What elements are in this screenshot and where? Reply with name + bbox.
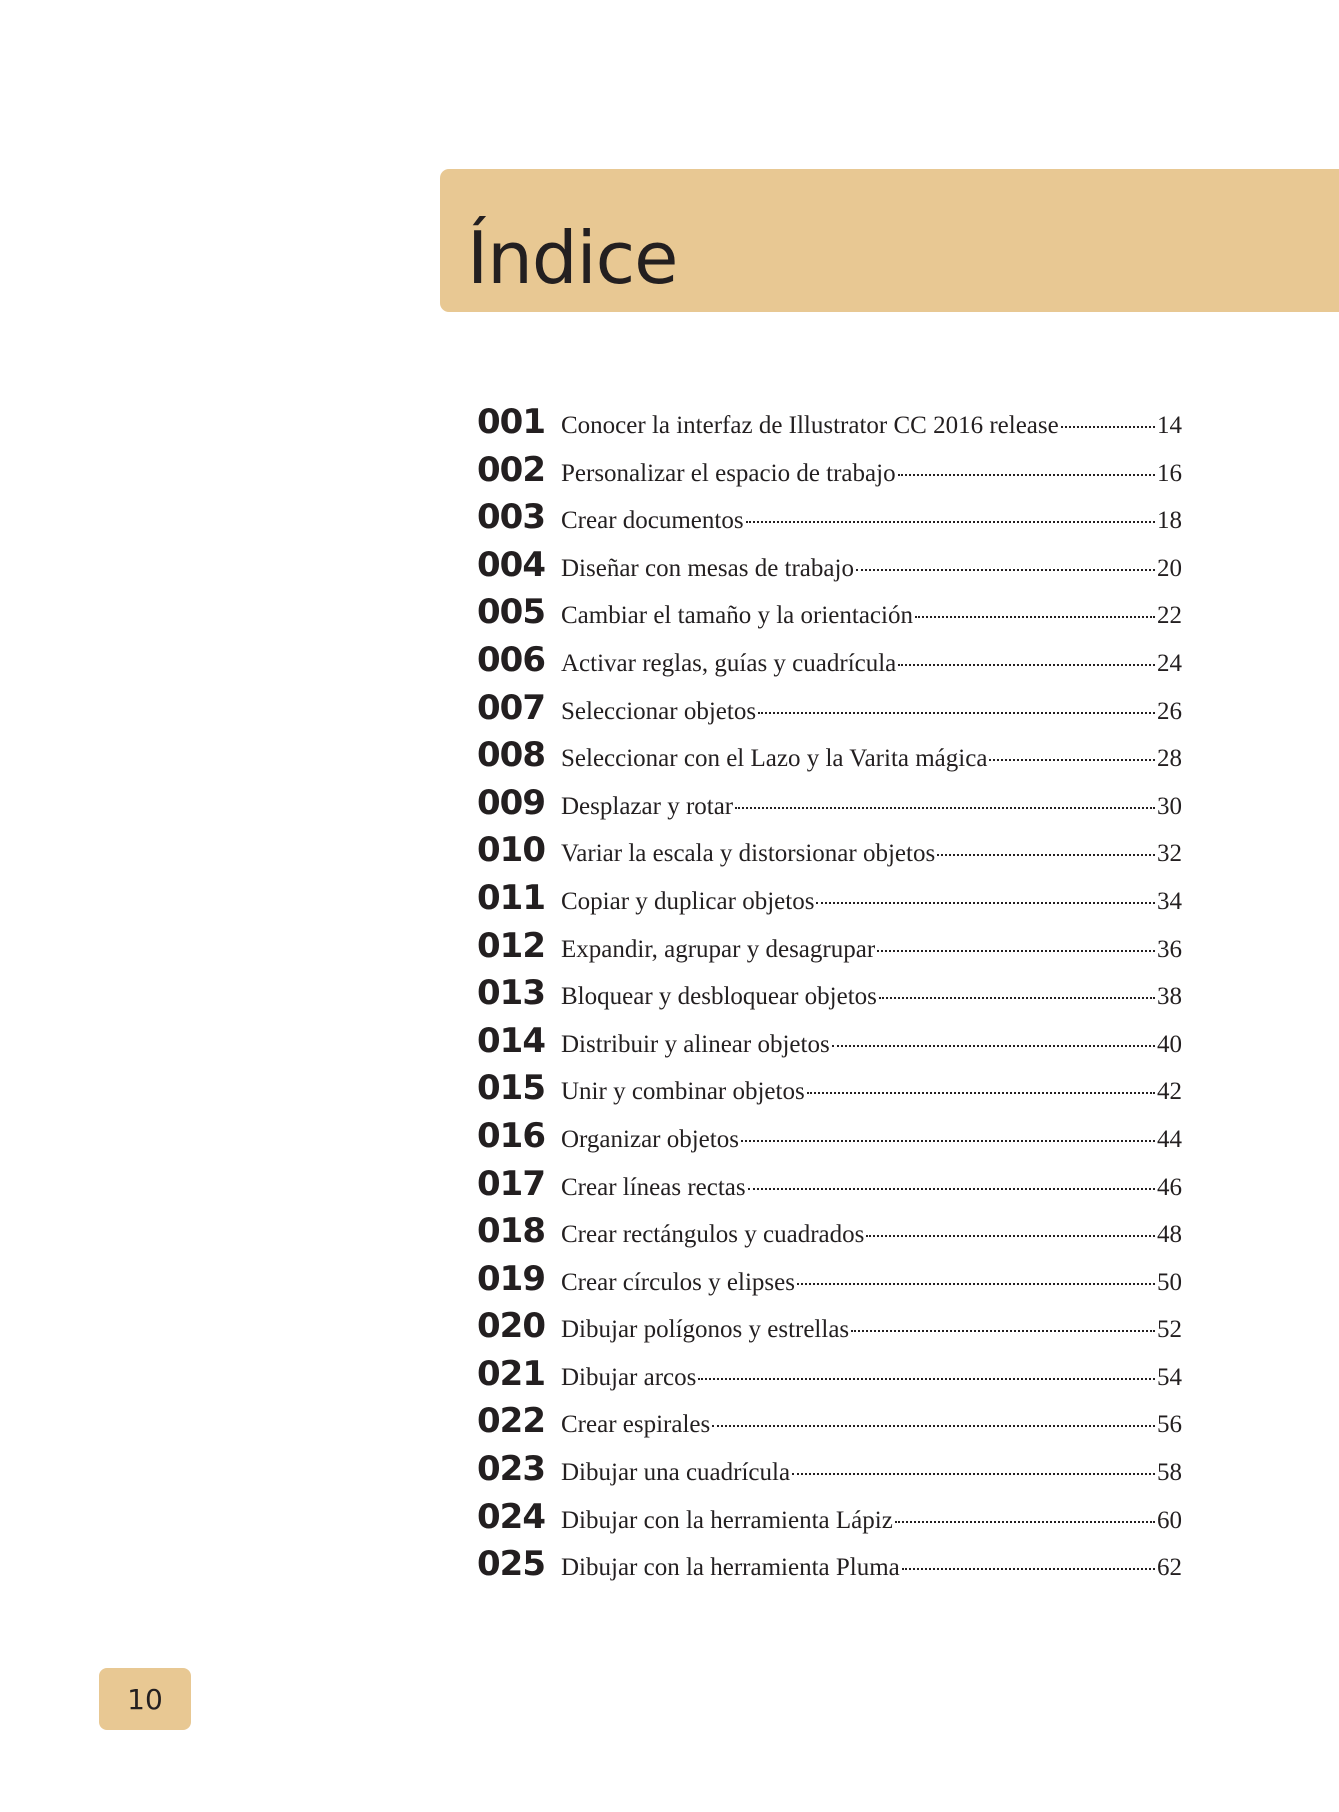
toc-entry-title: Variar la escala y distorsionar objetos xyxy=(561,840,936,868)
toc-entry-number: 012 xyxy=(477,925,545,966)
toc-entry-title: Dibujar polígonos y estrellas xyxy=(561,1316,850,1344)
toc-entry-number: 020 xyxy=(477,1306,545,1347)
toc-entry[interactable] xyxy=(477,1068,1182,1116)
toc-entry-title: Distribuir y alinear objetos xyxy=(561,1030,830,1058)
toc-dot-leader xyxy=(807,1092,1155,1094)
toc-dot-leader xyxy=(816,902,1155,904)
toc-dot-leader xyxy=(877,950,1155,952)
toc-entry-title: Dibujar con la herramienta Lápiz xyxy=(561,1506,893,1534)
toc-entry-title: Cambiar el tamaño y la orientación xyxy=(561,602,913,630)
toc-dot-leader xyxy=(898,474,1155,476)
toc-entry[interactable] xyxy=(477,688,1182,736)
toc-entry-number: 015 xyxy=(477,1068,545,1109)
page-title: Índice xyxy=(467,216,678,300)
toc-dot-leader xyxy=(902,1568,1155,1570)
toc-entry-page: 16 xyxy=(1157,459,1182,487)
toc-dot-leader xyxy=(989,759,1155,761)
toc-dot-leader xyxy=(898,664,1155,666)
toc-dot-leader xyxy=(851,1330,1155,1332)
toc-dot-leader xyxy=(879,997,1155,999)
toc-entry-page: 52 xyxy=(1157,1316,1182,1344)
toc-entry-page: 44 xyxy=(1157,1125,1182,1153)
toc-entry-title: Crear líneas rectas xyxy=(561,1173,746,1201)
toc-entry-page: 28 xyxy=(1157,745,1182,773)
toc-entry-page: 14 xyxy=(1157,412,1182,439)
toc-entry-page: 18 xyxy=(1157,507,1182,535)
toc-entry-number: 016 xyxy=(477,1115,545,1156)
toc-entry-title: Crear círculos y elipses xyxy=(561,1268,795,1296)
page-number: 10 xyxy=(127,1682,163,1716)
toc-entry[interactable] xyxy=(477,402,1182,450)
toc-entry-number: 009 xyxy=(477,782,545,823)
toc-entry-page: 62 xyxy=(1157,1554,1182,1582)
toc-entry-number: 007 xyxy=(477,687,545,728)
toc-entry-title: Seleccionar con el Lazo y la Varita mágica xyxy=(561,745,988,773)
toc-dot-leader xyxy=(712,1425,1155,1427)
toc-entry[interactable] xyxy=(477,1116,1182,1164)
toc-entry-title: Activar reglas, guías y cuadrícula xyxy=(561,649,897,677)
toc-entry-page: 56 xyxy=(1157,1411,1182,1439)
toc-entry-page: 26 xyxy=(1157,697,1182,725)
toc-entry-title: Expandir, agrupar y desagrupar xyxy=(561,935,876,963)
toc-entry[interactable] xyxy=(477,1306,1182,1354)
toc-dot-leader xyxy=(915,616,1155,618)
toc-entry-title: Personalizar el espacio de trabajo xyxy=(561,459,896,487)
toc-entry-title: Diseñar con mesas de trabajo xyxy=(561,554,854,582)
toc-dot-leader xyxy=(895,1521,1155,1523)
toc-entry-title: Seleccionar objetos xyxy=(561,697,757,725)
toc-entry[interactable] xyxy=(477,545,1182,593)
toc-entry-page: 48 xyxy=(1157,1221,1182,1249)
toc-entry[interactable] xyxy=(477,1449,1182,1497)
toc-dot-leader xyxy=(746,521,1155,523)
toc-entry-number: 018 xyxy=(477,1211,545,1252)
toc-entry-title: Desplazar y rotar xyxy=(561,792,734,820)
toc-entry-page: 60 xyxy=(1157,1506,1182,1534)
toc-entry[interactable] xyxy=(477,735,1182,783)
toc-entry[interactable] xyxy=(477,1259,1182,1307)
toc-entry-title: Organizar objetos xyxy=(561,1125,739,1153)
toc-entry-title: Unir y combinar objetos xyxy=(561,1078,805,1106)
toc-entry[interactable] xyxy=(477,783,1182,831)
toc-entry[interactable] xyxy=(477,1164,1182,1212)
toc-entry-title: Crear rectángulos y cuadrados xyxy=(561,1221,865,1249)
toc-dot-leader xyxy=(797,1283,1155,1285)
toc-dot-leader xyxy=(1061,426,1155,428)
toc-entry-number: 004 xyxy=(477,544,545,585)
toc-dot-leader xyxy=(792,1473,1155,1475)
toc-entry-number: 024 xyxy=(477,1496,545,1537)
toc-entry-page: 30 xyxy=(1157,792,1182,820)
toc-entry-page: 42 xyxy=(1157,1078,1182,1106)
toc-entry[interactable] xyxy=(477,1544,1182,1592)
toc-entry-page: 36 xyxy=(1157,935,1182,963)
toc-entry[interactable] xyxy=(477,926,1182,974)
toc-dot-leader xyxy=(758,712,1155,714)
toc-entry-number: 021 xyxy=(477,1353,545,1394)
toc-entry-title: Dibujar una cuadrícula xyxy=(561,1459,791,1487)
toc-dot-leader xyxy=(832,1045,1155,1047)
toc-entry-page: 34 xyxy=(1157,887,1182,915)
toc-dot-leader xyxy=(735,807,1155,809)
toc-entry-page: 22 xyxy=(1157,602,1182,630)
toc-entry-number: 006 xyxy=(477,639,545,680)
toc-entry-page: 32 xyxy=(1157,840,1182,868)
toc-entry[interactable] xyxy=(477,592,1182,640)
toc-entry[interactable] xyxy=(477,830,1182,878)
toc-entry[interactable] xyxy=(477,497,1182,545)
toc-entry-page: 54 xyxy=(1157,1363,1182,1391)
toc-dot-leader xyxy=(856,569,1155,571)
toc-entry-title: Crear documentos xyxy=(561,507,744,535)
toc-entry-title: Bloquear y desbloquear objetos xyxy=(561,983,877,1011)
toc-entry-page: 40 xyxy=(1157,1030,1182,1058)
toc-entry[interactable] xyxy=(477,1021,1182,1069)
toc-entry-number: 011 xyxy=(477,877,545,918)
toc-entry[interactable] xyxy=(477,1211,1182,1259)
toc-dot-leader xyxy=(748,1188,1155,1190)
toc-entry-number: 014 xyxy=(477,1020,545,1061)
toc-dot-leader xyxy=(698,1378,1155,1380)
toc-entry-number: 025 xyxy=(477,1544,545,1585)
toc-entry-number: 002 xyxy=(477,449,545,490)
toc-entry[interactable] xyxy=(477,1354,1182,1402)
toc-entry-number: 017 xyxy=(477,1163,545,1204)
toc-entry[interactable] xyxy=(477,450,1182,498)
toc-entry[interactable] xyxy=(477,973,1182,1021)
toc-entry[interactable] xyxy=(477,878,1182,926)
page-number-badge xyxy=(99,1668,191,1730)
toc-entry[interactable] xyxy=(477,1401,1182,1449)
toc-entry[interactable] xyxy=(477,640,1182,688)
toc-entry-number: 022 xyxy=(477,1401,545,1442)
toc-dot-leader xyxy=(937,854,1155,856)
toc-entry-title: Dibujar con la herramienta Pluma xyxy=(561,1554,900,1582)
toc-dot-leader xyxy=(741,1140,1155,1142)
toc-entry-title: Conocer la interfaz de Illustrator CC 2016 release xyxy=(561,412,1059,439)
toc-entry-title: Dibujar arcos xyxy=(561,1363,697,1391)
toc-entry[interactable] xyxy=(477,1497,1182,1545)
toc-entry-page: 38 xyxy=(1157,983,1182,1011)
toc-entry-page: 20 xyxy=(1157,554,1182,582)
toc-entry-title: Crear espirales xyxy=(561,1411,711,1439)
toc-entry-number: 003 xyxy=(477,497,545,538)
toc-entry-number: 001 xyxy=(477,402,545,442)
toc-entry-page: 50 xyxy=(1157,1268,1182,1296)
toc-entry-number: 023 xyxy=(477,1449,545,1490)
toc-entry-number: 013 xyxy=(477,973,545,1014)
toc-dot-leader xyxy=(866,1235,1155,1237)
toc-entry-title: Copiar y duplicar objetos xyxy=(561,887,815,915)
toc-entry-number: 010 xyxy=(477,830,545,871)
toc-entry-number: 005 xyxy=(477,592,545,633)
toc-entry-page: 58 xyxy=(1157,1459,1182,1487)
toc-entry-page: 46 xyxy=(1157,1173,1182,1201)
toc-entry-page: 24 xyxy=(1157,649,1182,677)
toc-entry-number: 008 xyxy=(477,735,545,776)
table-of-contents xyxy=(477,402,1182,1592)
toc-entry-number: 019 xyxy=(477,1258,545,1299)
